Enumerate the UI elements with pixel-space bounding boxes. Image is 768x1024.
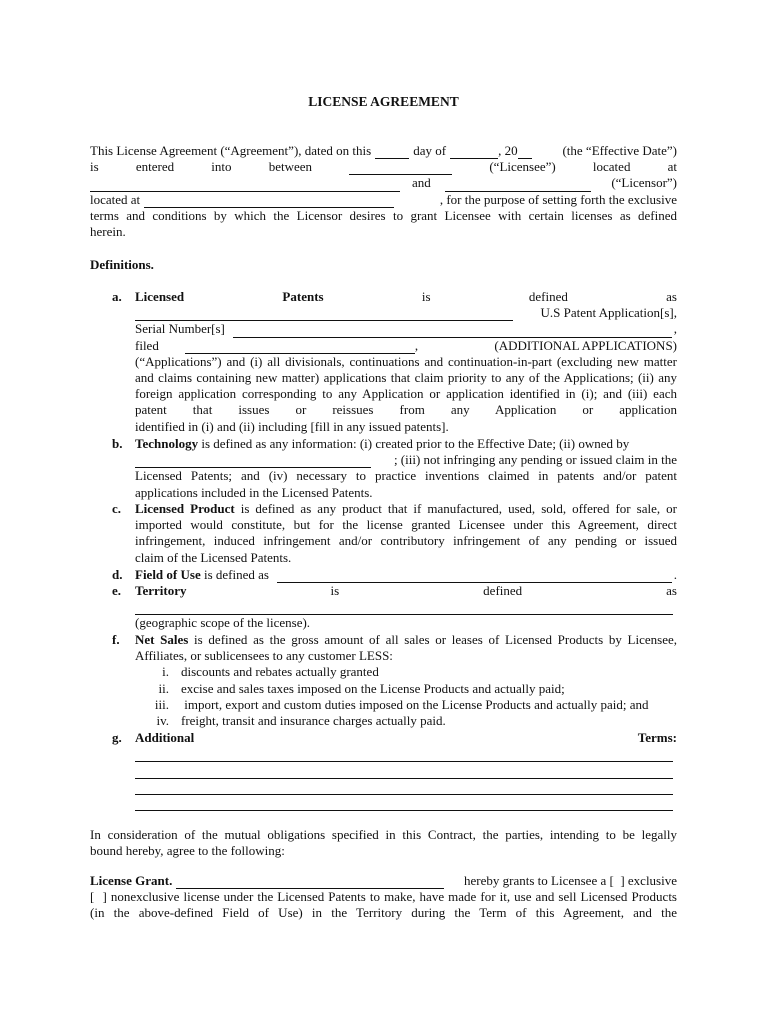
technology-owner-blank[interactable]: [135, 455, 371, 468]
field-of-use-blank[interactable]: [277, 570, 672, 583]
definitions-heading: Definitions.: [90, 257, 154, 272]
net-sales-deduction: ii. excise and sales taxes imposed on the License Products and actually paid;: [158, 680, 565, 696]
territory-blank[interactable]: [135, 599, 673, 615]
licensor-address-blank[interactable]: [144, 195, 394, 208]
month-blank[interactable]: [450, 146, 498, 159]
license-grant-paragraph: License Grant. hereby grants to Licensee a [ ] exclusive [ ] nonexclusive license under the Licensed Patents to make, have made for it, use and sell Licensed Products (in the above-defined Field of Use) in the Territory during the Term of this Agreement, and the: [90, 872, 681, 921]
licensor-grant-blank[interactable]: [176, 876, 444, 889]
net-sales-deduction: iv. freight, transit and insurance charges actually paid.: [156, 712, 446, 728]
licensor-name-blank[interactable]: [445, 179, 591, 192]
net-sales-deduction: i. discounts and rebates actually granted: [162, 664, 379, 680]
definition-field-of-use: d. Field of Use is defined as .: [112, 566, 677, 582]
definition-licensed-patents: a. Licensed Patents is defined as U.S Patent Application[s], Serial Number[s] , filed , (ADDITIONAL APPLICATIONS) (“Applications”) and (i) all divisionals, continuations and continuation-in-part (excluding new matter and claims containing new matter) applications that claim priority to any of the Applications; (ii) any foreign application corresponding to any Application or application identified in (i); and (iii) each patent that issues or reissues from any Application or application identified in (i) and (ii) including [fill in any issued patents].: [112, 288, 677, 434]
license-grant-heading: License Grant.: [90, 872, 173, 888]
definition-licensed-product: c. Licensed Product is defined as any product that if manufactured, used, sold, offered for sale, or imported would constitute, but for the license granted Licensee under this Agreement, direct infringement, induced infringement and/or contributory infringement of any pending or issued claim of the Licensed Patents.: [112, 501, 677, 565]
net-sales-deduction: iii. import, export and custom duties imposed on the License Products and actually paid; and: [154, 696, 649, 712]
additional-terms-blank[interactable]: [135, 762, 673, 778]
day-blank[interactable]: [375, 146, 409, 159]
intro-line-4: located at , for the purpose of setting forth the exclusive: [90, 191, 677, 207]
filed-date-blank[interactable]: [185, 341, 415, 354]
serial-number-blank[interactable]: [233, 325, 672, 338]
definition-net-sales: f. Net Sales is defined as the gross amount of all sales or leases of Licensed Products by Licensee, Affiliates, or sublicensees to any customer LESS: i. discounts and rebates actually granted ii. excise and sales taxes imposed on the License Products and actually paid; iii. import, export and custom duties imposed on the License Products and actually paid; and iv. freight, transit and insurance charges actually paid.: [112, 632, 677, 728]
intro-line-1: This License Agreement (“Agreement”), dated on this day of , 20 (the “Effective Date”): [90, 142, 677, 158]
patent-description-blank[interactable]: [135, 308, 513, 321]
intro-line-3: and (“Licensor”): [90, 175, 677, 191]
definition-additional-terms: g. Additional Terms:: [90, 730, 677, 811]
additional-terms-blank[interactable]: [135, 746, 673, 762]
licensee-name-blank[interactable]: [349, 162, 452, 175]
year-blank[interactable]: [518, 146, 532, 159]
intro-line-2: is entered into between (“Licensee”) located at: [90, 159, 678, 175]
definition-technology: b. Technology is defined as any information: (i) created prior to the Effective Date; (ii) owned by ; (iii) not infringing any pending or issued claim in the Licensed Patents; and (iv) necessary to practice inventions claimed in patents and/or patent applications included in the Licensed Patents.: [112, 435, 677, 500]
intro-paragraph: This License Agreement (“Agreement”), dated on this day of , 20 (the “Effective Date”) is entered into between (“Licensee”) located at and (“Licensor”) located at , for the purpose of setting forth the exclusive terms and conditions by which the Licensor desires to grant Licensee with certain licenses as defined herein.: [90, 142, 678, 239]
additional-terms-blank[interactable]: [135, 795, 673, 811]
additional-terms-blank[interactable]: [135, 779, 673, 795]
licensee-address-blank[interactable]: [90, 179, 400, 192]
document-title: LICENSE AGREEMENT: [308, 94, 459, 109]
definition-territory: e. Territory is defined as (geographic scope of the license).: [112, 582, 677, 631]
consideration-paragraph: In consideration of the mutual obligations specified in this Contract, the parties, intending to be legally bound hereby, agree to the following:: [90, 827, 677, 859]
